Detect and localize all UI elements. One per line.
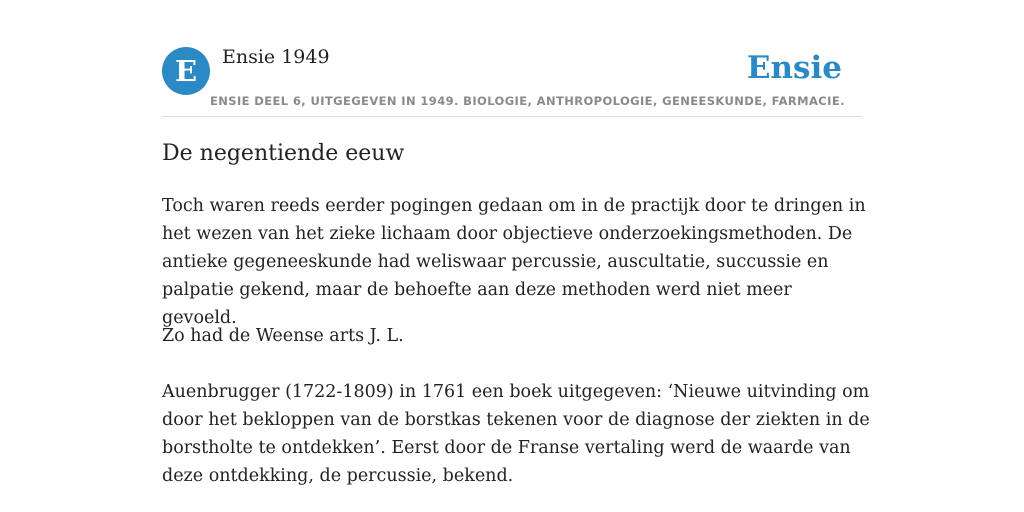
ensie-logo-icon[interactable]: E: [162, 47, 210, 95]
edition-title[interactable]: Ensie 1949: [222, 46, 330, 68]
article-paragraph: Zo had de Weense arts J. L.: [162, 326, 404, 346]
page-container: [162, 0, 870, 486]
header: [162, 0, 862, 117]
article-paragraph: Toch waren reeds eerder pogingen gedaan om in de practijk door te dringen in het wezen van het zieke lichaam door objectieve onderzoekingsmethoden. De antieke gegeneeskunde had weliswaar percussie, auscultatie, succussie en palpatie gekend, maar de behoefte aan deze methoden werd niet meer gevoeld.: [162, 196, 866, 328]
edition-subtitle: ENSIE DEEL 6, UITGEGEVEN IN 1949. BIOLOGIE, ANTHROPOLOGIE, GENEESKUNDE, FARMACIE.: [210, 94, 845, 108]
article-paragraph: Auenbrugger (1722-1809) in 1761 een boek uitgegeven: ‘Nieuwe uitvinding om door het bekloppen van de borstkas tekenen voor de diagnose der ziekten in de borstholte te ontdekken’. Eerst door de Franse vertaling werd de waarde van deze ontdekking, de percussie, bekend.: [162, 382, 870, 486]
brand-logo[interactable]: Ensie: [746, 50, 842, 86]
article-title: De negentiende eeuw: [162, 141, 405, 166]
